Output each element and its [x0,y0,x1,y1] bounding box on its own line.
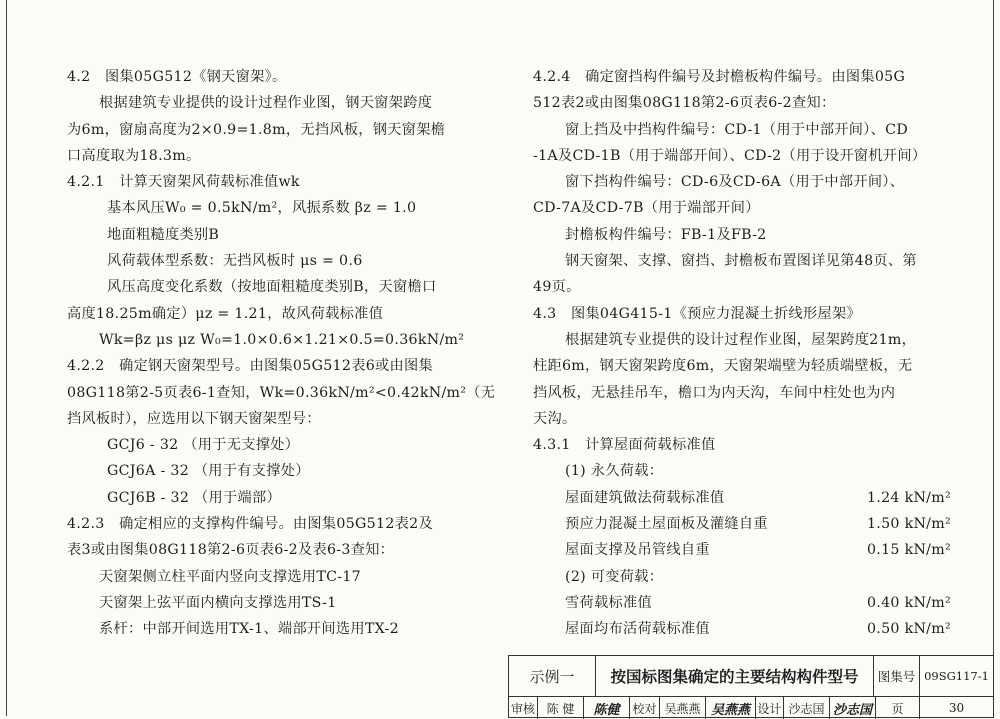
reviewer-name: 陈 健 [537,697,583,719]
design-label: 设计 [755,697,783,719]
heading-4-2-1: 4.2.1 计算天窗架风荷载标准值wk [67,174,300,191]
list-item: 系杆：中部开间选用TX-1、端部开间选用TX-2 [99,621,399,638]
heading-4-2: 4.2 图集05G512《钢天窗架》。 [67,69,287,85]
designer-signature: 沙志国 [829,697,875,719]
paragraph-line: 根据建筑专业提供的设计过程作业图，钢天窗架跨度 [99,95,433,112]
paragraph-line: 风荷载体型系数：无挡风板时 μs = 0.6 [107,253,363,270]
left-column [67,64,496,643]
right-column [533,64,963,643]
designer-name: 沙志国 [783,697,829,719]
heading-4-3-1: 4.3.1 计算屋面荷载标准值 [533,437,716,454]
load-row [533,485,963,511]
load-row [533,590,963,616]
paragraph-line: 512表2或由图集08G118第2-6页表6-2查知： [533,95,836,112]
review-label: 审核 [510,701,535,716]
load-value: 0.15 kN/m² [866,542,951,559]
paragraph-line: 窗下挡构件编号：CD-6及CD-6A（用于中部开间）、 [565,174,905,191]
load-value: 0.50 kN/m² [866,621,951,638]
paragraph-line: 口高度取为18.3m。 [67,147,201,164]
load-label: 屋面建筑做法荷载标准值 [565,489,725,506]
heading-4-3: 4.3 图集04G415-1《预应力混凝土折线形屋架》 [533,305,861,322]
heading-4-2-3: 4.2.3 确定相应的支撑构件编号。由图集05G512表2及 [67,516,433,533]
heading-4-2-4: 4.2.4 确定窗挡构件编号及封檐板构件编号。由图集05G [533,69,906,85]
load-row [533,511,963,537]
reviewer-signature: 陈健 [583,697,629,719]
list-item: 天窗架侧立柱平面内竖向支撑选用TC-17 [99,568,361,585]
load-row [533,616,963,642]
load-value: 1.24 kN/m² [866,489,951,506]
atlas-number: 09SG117-1 [919,656,993,696]
paragraph-line: 钢天窗架、支撑、窗挡、封檐板布置图详见第48页、第 [565,253,917,270]
load-label: 雪荷载标准值 [565,594,652,611]
paragraph-line: 天沟。 [533,410,577,427]
list-item: GCJ6A - 32 （用于有支撑处） [107,463,310,480]
formula-line: Wk=βz μs μz W₀=1.0×0.6×1.21×0.5=0.36kN/m² [99,331,465,348]
example-label: 示例一 [529,667,575,686]
paragraph-line: 表3或由图集08G118第2-6页表6-2及表6-3查知： [67,542,395,559]
title-block [508,655,994,718]
list-item: GCJ6B - 32 （用于端部） [107,489,281,506]
paragraph-line: 柱距6m，钢天窗架跨度6m，天窗架端壁为轻质端壁板，无 [533,358,913,375]
drawing-title: 按国标图集确定的主要结构构件型号 [595,656,873,696]
paragraph-line: 为6m，窗扇高度为2×0.9=1.8m，无挡风板，钢天窗架檐 [67,121,446,138]
paragraph-line: 基本风压W₀ = 0.5kN/m²，风振系数 βz = 1.0 [107,200,417,217]
title-block-row-bottom [509,697,993,719]
paragraph-line: 根据建筑专业提供的设计过程作业图，屋架跨度21m， [565,331,917,348]
paragraph-line: -1A及CD-1B（用于端部开间）、CD-2（用于设开窗机开间） [533,147,927,164]
list-item: 天窗架上弦平面内横向支撑选用TS-1 [99,594,337,611]
load-row [533,537,963,563]
paragraph-line: 08G118第2-5页表6-1查知，Wk=0.36kN/m²<0.42kN/m²（无 [67,384,496,401]
page-label: 页 [875,697,919,719]
paragraph-line: 挡风板，无悬挂吊车，檐口为内天沟，车间中柱处也为内 [533,384,896,401]
paragraph-line: 挡风板时），应选用以下钢天窗架型号： [67,410,321,427]
check-label: 校对 [629,697,659,719]
checker-name: 吴燕燕 [659,697,705,719]
heading-4-2-2: 4.2.2 确定钢天窗架型号。由图集05G512表6或由图集 [67,358,433,375]
load-label: 屋面支撑及吊管线自重 [565,542,710,559]
paragraph-line: 高度18.25m确定）μz = 1.21，故风荷载标准值 [67,305,384,322]
page-number: 30 [919,697,993,719]
paragraph-line: CD-7A及CD-7B（用于端部开间） [533,200,760,217]
atlas-number-label: 图集号 [873,656,919,696]
checker-signature: 吴燕燕 [705,697,755,719]
paragraph-line: 49页。 [533,279,581,296]
load-label: 预应力混凝土屋面板及灌缝自重 [565,516,768,533]
title-block-row-top [509,656,993,697]
variable-load-heading: (2) 可变荷载： [565,568,664,585]
paragraph-line: 封檐板构件编号：FB-1及FB-2 [565,226,767,243]
paragraph-line: 风压高度变化系数（按地面粗糙度类别B，天窗檐口 [107,279,437,296]
list-item: GCJ6 - 32 （用于无支撑处） [107,437,300,454]
paragraph-line: 地面粗糙度类别B [107,226,220,243]
load-value: 1.50 kN/m² [866,516,951,533]
load-value: 0.40 kN/m² [866,594,951,611]
load-label: 屋面均布活荷载标准值 [565,621,710,638]
permanent-load-heading: (1) 永久荷载： [565,463,664,480]
paragraph-line: 窗上挡及中挡构件编号：CD-1（用于中部开间）、CD [565,121,908,138]
